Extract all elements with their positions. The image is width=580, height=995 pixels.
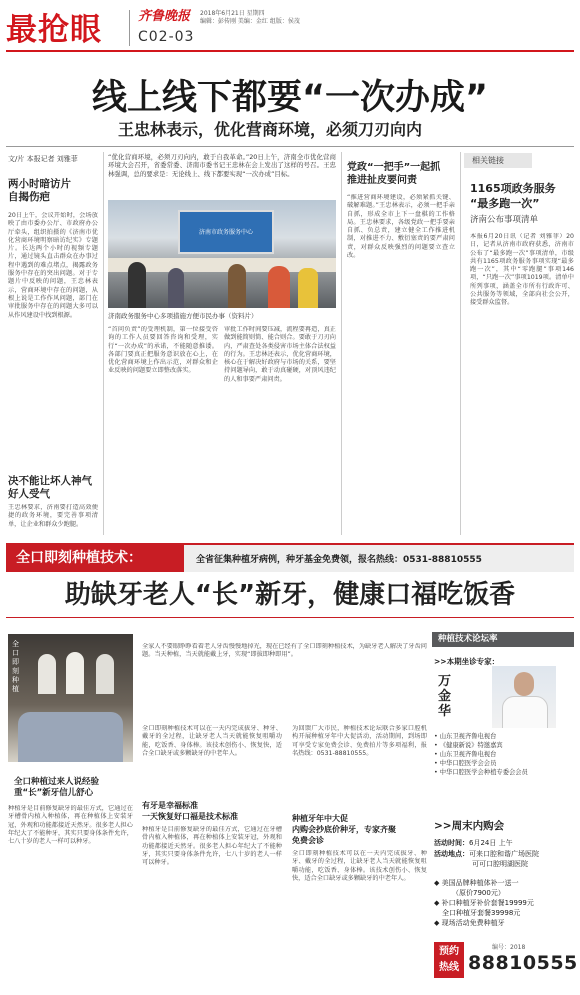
- col4-text: “推进营商环境建设，必须紧抓关键、破解难题。”王忠林表示，必须一把手亲自抓，形成全市上下一盘棋的工作格局。王忠林要求，各级党政一把手要亲自抓、负总责，建立健全工作推进机制，对推进不力、敷衍塞责的要严肃问责，对群众反映强烈的问题要立查立改。: [347, 194, 455, 260]
- paper-name: 齐鲁晚报: [138, 9, 191, 24]
- expert-point-4-text: 中华口腔医学会会员: [439, 760, 497, 767]
- lead-subheadline: 王忠林表示，优化营商环境，必须刀刃向内: [118, 120, 423, 139]
- ad-photo-person-2: [66, 652, 84, 694]
- ad-intro: 全家人不要眼睁睁看着老人牙齿慢慢地掉光，现在已经有了全口即刻种植技术，为缺牙老人解决了牙齿问题。当天种植，当天就能戴上牙，实现“即拔即种即用”。: [142, 643, 427, 659]
- ad-photo-caption-line1: 全口种植过来人说经验: [14, 777, 100, 787]
- forum-title: 种植技术论坛率: [432, 632, 574, 647]
- subhead-2-line1: 决不能让坏人神气: [8, 475, 92, 487]
- ad-col1-text: 种植牙是目前修复缺牙的最佳方式，它通过在牙槽骨内植入种植体，再在种植体上安装牙冠，外观和功能都接近天然牙。很多老人担心年纪大了不能种牙，其实只要身体条件允许，七八十岁的老人一样可以种牙。: [8, 805, 133, 846]
- masthead-editors: 编辑：彭传刚 美编：金红 组版：侯茂: [200, 18, 300, 25]
- ad-tagline: 全省征集种植牙病例，种牙基金免费领，报名热线：0531-88810555: [196, 555, 482, 565]
- side-headline: [347, 161, 440, 187]
- masthead-date: 2018年6月21日 星期四: [200, 10, 265, 17]
- expert-coat: [502, 696, 548, 728]
- side-headline-line1: 党政“一把手”一起抓: [347, 162, 441, 173]
- ad-band: [6, 543, 574, 572]
- event-place-value: 可来口腔和谐广场医院: [469, 850, 539, 858]
- hotline-small: 编号：2018: [492, 944, 526, 951]
- ad-col2-headline: [142, 800, 238, 822]
- expert-point-2-text: 《健康新说》特邀嘉宾: [439, 742, 503, 749]
- col3-text: 审批工作时间要压减，流程要再造，真正做到能简则简、能合则合。要敢于刀刃向内，严肃查处各类侵害市场主体合法权益的行为。王忠林还表示，优化营商环境，核心在于解决好政府与市场的关系，要坚持问题导向，敢于动真碰硬，对顶风违纪的人和事要严肃问责。: [224, 326, 336, 383]
- related-body: 本报6月20日讯（记者 刘雅菲）20日，记者从济南市政府获悉，济南市公布了“最多跑一次”事项清单，市级共有1165项政务服务事项实现“最多跑一次”，其中“零跑腿”事项146项，“只跑一次”事项1019项。清单中所列事项，涵盖全市所有行政许可、公共服务等领域，全部向社会公开，接受群众监督。: [470, 233, 574, 307]
- col1-text: 20日上午，会议开始时，会场放映了由市委办公厅、市政府办公厅牵头，组织拍摄的《济南市优化营商环境明察暗访纪实》专题片。长达两个小时的视频专题片，通过镜头直击群众在办事过程中遇到的难点堵点，揭露政务服务中存在的突出问题。对于专题片中反映的问题，王忠林表示，营商环境中存在的问题，从根上说是工作作风问题，部门在审批服务中存在的问题大多可以从作风建设中找到根源。: [8, 212, 98, 319]
- ad-photo-caption: [14, 777, 99, 799]
- related-headline-line1: 1165项政务服务: [470, 182, 556, 195]
- hotline-number: 88810555: [468, 952, 578, 974]
- subhead-2: [8, 475, 92, 501]
- expert-head: [514, 672, 534, 696]
- ad-photo-group: [18, 712, 123, 762]
- lead-photo: [108, 200, 336, 308]
- expert-point-2: • 《健康新说》特邀嘉宾: [434, 742, 503, 749]
- photo-caption: 济南政务服务中心多项措施方便市民办事（资料片）: [108, 312, 258, 320]
- expert-point-5: • 中华口腔医学会种植专委会会员: [434, 769, 528, 776]
- col-divider-2: [341, 152, 342, 535]
- ad-photo-caption-line2: 重“长”新牙信儿舒心: [14, 788, 94, 798]
- hotline-badge: [434, 942, 464, 978]
- col-divider-1: [103, 152, 104, 535]
- offer-3-text: 补口种植牙补价套餐19999元: [441, 899, 534, 907]
- expert-point-1-text: 山东卫视齐鲁电视台: [439, 733, 497, 740]
- page-code: C02-03: [138, 29, 195, 45]
- photo-intro-text: “优化营商环境，必须刀刃向内，敢于自我革命。”20日上午，济南全市优化营商环境大会召开，省委常委、济南市委书记王忠林在会上发出了这样的号召。王忠林强调，总的要求是：无论线上、线下都要实现“一次办成”目标。: [108, 153, 336, 178]
- photo-person-4: [268, 266, 290, 308]
- photo-screen-sign: 济南市政务服务中心: [198, 229, 253, 236]
- related-box: [464, 153, 576, 535]
- hotline-label-1: 预约: [439, 946, 459, 957]
- masthead-rule: [6, 50, 574, 52]
- hotline-label-2: 热线: [439, 962, 459, 973]
- expert-point-3-text: 山东卫视齐鲁电视台: [439, 751, 497, 758]
- expert-point-3: • 山东卫视齐鲁电视台: [434, 751, 497, 758]
- photo-person-2: [168, 268, 184, 308]
- related-headline-line2: “最多跑一次”: [470, 197, 540, 210]
- expert-point-5-text: 中华口腔医学会种植专委会会员: [439, 769, 528, 776]
- offer-4: [434, 908, 572, 918]
- photo-person-5: [298, 268, 318, 308]
- ad-headline: 助缺牙老人“长”新牙，健康口福吃饭香: [64, 580, 516, 610]
- photo-screen: [178, 210, 274, 254]
- lead-headline: [0, 70, 580, 120]
- ad-col3-head3: 免费会诊: [292, 836, 324, 845]
- event-time-label: 活动时间：: [434, 839, 469, 847]
- offer-2: [434, 888, 572, 898]
- col2-text: “首问负责”的受理机制，第一位接受咨询的工作人员要回答咨询和受理，实行“一次办成”的承诺，不能随意推诿。各部门要真正把服务意识放在心上，在优化营商环境上作出示范，对群众和企业反映的问题要立即整改落实。: [108, 326, 218, 375]
- related-subheadline: 济南公布事项清单: [470, 215, 539, 225]
- offer-5: ◆ 现场活动免费种植牙: [434, 919, 505, 927]
- lead-headline-quote: “一次办成”: [302, 78, 489, 118]
- masthead: [0, 0, 580, 52]
- photo-intro: [108, 153, 336, 197]
- expert-point-4: • 中华口腔医学会会员: [434, 760, 497, 767]
- event-place: [434, 849, 539, 859]
- ad-rule: [6, 617, 574, 618]
- lead-headline-text: 线上线下都要: [91, 78, 302, 118]
- offers-list: [434, 878, 572, 928]
- lead-rule: [6, 146, 574, 147]
- offer-2-text: （原价7900元）: [452, 889, 505, 897]
- byline: 文/片 本报记者 刘雅菲: [8, 155, 78, 163]
- related-headline: [470, 181, 556, 211]
- subhead-1-line1: 两小时暗访片: [8, 178, 71, 190]
- offer-1: ◆ 美国品牌种植体补一送一: [434, 879, 519, 887]
- ad-col2-head1: 有牙是幸福标准: [142, 801, 198, 810]
- col-divider-3: [460, 152, 461, 535]
- event-label: >>周末内购会: [434, 820, 505, 832]
- ad-col3-head2: 内购会抄底价种牙，专家齐聚: [292, 825, 396, 834]
- expert-points: [434, 732, 572, 777]
- ad-photo-person-1: [38, 654, 56, 694]
- offer-3: ◆ 补口种植牙补价套餐19999元: [434, 899, 534, 907]
- ad-col3-bottom: 全口即刻种植技术可以在一天内完成拔牙、种牙、戴牙的全过程，让缺牙老人当天就能恢复咀嚼功能，吃饭香、身体棒。该技术创伤小、恢复快，适合全口缺牙或多颗缺牙的中老年人。: [292, 850, 427, 882]
- expert-label: >>本期坐诊专家：: [434, 657, 500, 666]
- event-time-value: 6月24日 上午: [469, 839, 513, 847]
- offer-5-text: 现场活动免费种植牙: [441, 919, 505, 927]
- photo-person-3: [228, 264, 246, 308]
- ad-tag: 全口即刻种植技术：: [6, 545, 184, 572]
- photo-person-1: [128, 262, 146, 308]
- section-title: 最抢眼: [6, 12, 102, 48]
- ad-col3-headline: [292, 813, 396, 846]
- expert-name: 万金华: [438, 674, 452, 719]
- related-label: 相关链接: [464, 153, 532, 168]
- subhead-1-line2: 自揭伤疤: [8, 191, 50, 203]
- ad-col2-bottom: 种植牙是目前修复缺牙的最佳方式，它通过在牙槽骨内植入种植体，再在种植体上安装牙冠，外观和功能都接近天然牙。很多老人担心年纪大了不能种牙，其实只要身体条件允许，七八十岁的老人一样可以种牙。: [142, 826, 282, 867]
- col1-bottom-text: 王忠林要求，济南要打造高效便捷的政务环境，要完善事项清单，让企业和群众少跑腿。: [8, 504, 98, 528]
- event-time: [434, 838, 513, 848]
- event-place-2: 可可口腔明湖医院: [472, 860, 528, 868]
- ad-photo: [8, 634, 133, 762]
- event-place-label: 活动地点：: [434, 850, 469, 858]
- offer-4-text: 全口种植牙套餐39998元: [442, 909, 521, 917]
- ad-photo-overlay: 全口即刻种植: [12, 640, 19, 693]
- ad-photo-person-3: [96, 654, 114, 694]
- expert-point-1: • 山东卫视齐鲁电视台: [434, 733, 497, 740]
- ad-col3-head1: 种植牙年中大促: [292, 814, 348, 823]
- subhead-1: [8, 178, 71, 204]
- ad-col2-text: 全口即刻种植技术可以在一天内完成拔牙、种牙、戴牙的全过程，让缺牙老人当天就能恢复咀嚼功能，吃饭香、身体棒。该技术创伤小、恢复快，适合全口缺牙或多颗缺牙的中老年人。: [142, 725, 282, 757]
- offer-1-text: 美国品牌种植体补一送一: [441, 879, 519, 887]
- ad-col2-head2: 一天恢复好口福是技术标准: [142, 812, 238, 821]
- side-headline-line2: 推进扯皮要问责: [347, 175, 417, 186]
- expert-photo: [492, 666, 556, 728]
- ad-col3-text: 为回馈广大市民，种植技术论坛联合多家口腔机构开展种植牙年中大促活动，活动期间，到场即可享受专家免费会诊、免费拍片等多项福利，报名热线：0531-88810555。: [292, 725, 427, 757]
- masthead-divider: [129, 10, 130, 46]
- subhead-2-line2: 好人受气: [8, 488, 50, 500]
- forum-panel: [432, 632, 578, 990]
